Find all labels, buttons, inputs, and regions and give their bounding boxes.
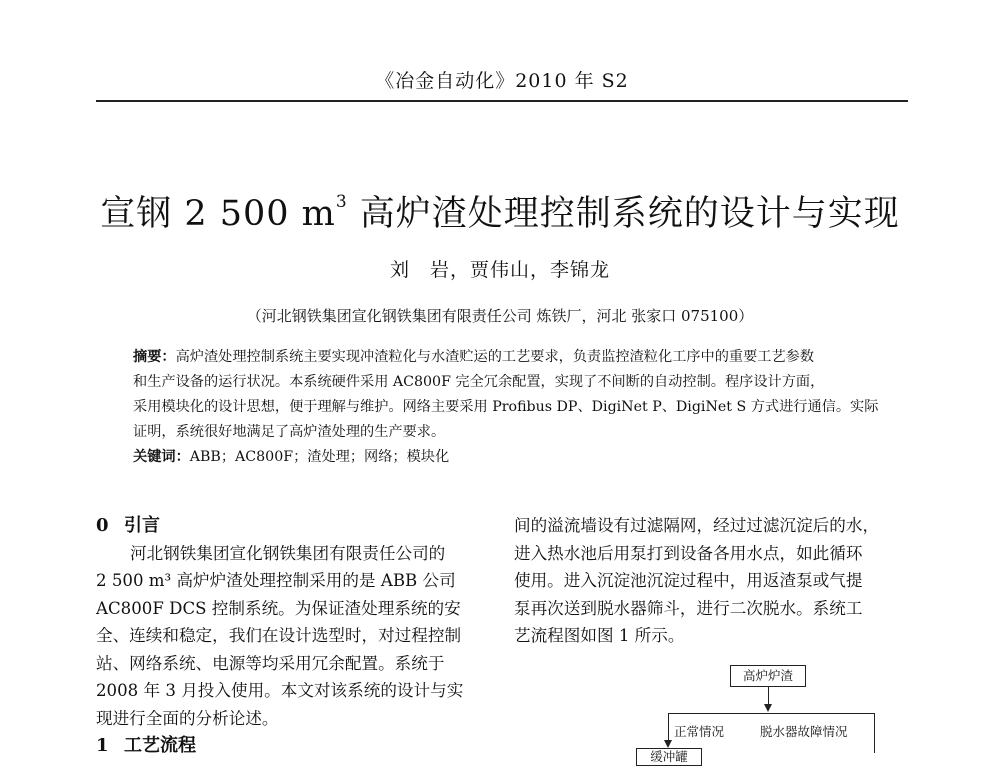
section-heading-introduction (96, 512, 488, 540)
body-line: 间的溢流墙设有过滤隔网，经过过滤沉淀后的水， (514, 516, 880, 535)
flow-connector (668, 713, 874, 714)
abstract-line: 和生产设备的运行状况。本系统硬件采用 AC800F 完全冗余配置，实现了不间断的自动控制。程序设计方面， (133, 374, 825, 390)
abstract-line (133, 345, 873, 370)
keywords-text: ABB；AC800F；渣处理；网络；模块化 (189, 449, 450, 465)
abstract-line: 采用模块化的设计思想，便于理解与维护。网络主要采用 Profibus DP、DigiNet P、DigiNet S 方式进行通信。实际 (133, 399, 879, 415)
section-number: 0 (96, 515, 109, 536)
abstract (133, 345, 879, 470)
title-prefix: 宣钢 2 500 m (100, 194, 336, 234)
left-column (96, 512, 488, 760)
body-line: 河北钢铁集团宣化钢铁集团有限责任公司的 (130, 543, 446, 563)
title-superscript: 3 (335, 192, 348, 212)
body-line: 全、连续和稳定，我们在设计选型时，对过程控制 (96, 626, 462, 645)
body-line: 2008 年 3 月投入使用。本文对该系统的设计与实 (96, 681, 464, 700)
header-rule (96, 100, 908, 102)
abstract-label: 摘要： (133, 349, 176, 365)
flow-arrow (764, 704, 772, 712)
flow-label-fault: 脱水器故障情况 (760, 724, 848, 739)
flow-connector (874, 713, 875, 753)
paper-title (0, 186, 1000, 236)
body-line: 2 500 m³ 高炉炉渣处理控制采用的是 ABB 公司 (96, 571, 456, 590)
flow-arrow (664, 740, 672, 748)
body-line: 使用。进入沉淀池沉淀过程中，用返渣泵或气提 (514, 571, 863, 590)
flow-connector (668, 713, 669, 743)
body-line: 站、网络系统、电源等均采用冗余配置。系统于 (96, 653, 445, 673)
body-line: AC800F DCS 控制系统。为保证渣处理系统的安 (96, 598, 461, 618)
title-suffix: 高炉渣处理控制系统的设计与实现 (347, 194, 900, 234)
affiliation: （河北钢铁集团宣化钢铁集团有限责任公司 炼铁厂，河北 张家口 075100） (246, 307, 754, 325)
body-line: 进入热水池后用泵打到设备各用水点，如此循环 (514, 543, 863, 563)
abstract-line: 证明，系统很好地满足了高炉渣处理的生产要求。 (133, 424, 446, 440)
flow-box-blast-furnace-slag: 高炉炉渣 (730, 665, 806, 687)
process-flow-diagram (600, 660, 900, 764)
flow-box-buffer-tank: 缓冲罐 (636, 748, 702, 766)
keywords-label: 关键词： (133, 449, 190, 465)
keywords-line (133, 445, 873, 470)
section-title: 引言 (124, 515, 160, 536)
section-heading-process (96, 732, 488, 760)
running-head: 《冶金自动化》2010 年 S2 (375, 70, 629, 92)
body-line: 泵再次送到脱水器筛斗，进行二次脱水。系统工 (514, 598, 863, 618)
author-list: 刘 岩，贾伟山，李锦龙 (389, 259, 610, 281)
right-column (514, 512, 908, 650)
flow-label-normal: 正常情况 (674, 724, 725, 739)
section-title: 工艺流程 (124, 735, 196, 756)
abstract-text: 高炉渣处理控制系统主要实现冲渣粒化与水渣贮运的工艺要求，负责监控渣粒化工序中的重要工艺参数 (175, 349, 815, 365)
body-line: 现进行全面的分析论述。 (96, 708, 279, 728)
section-number: 1 (96, 735, 109, 756)
body-line: 艺流程图如图 1 所示。 (514, 626, 685, 645)
